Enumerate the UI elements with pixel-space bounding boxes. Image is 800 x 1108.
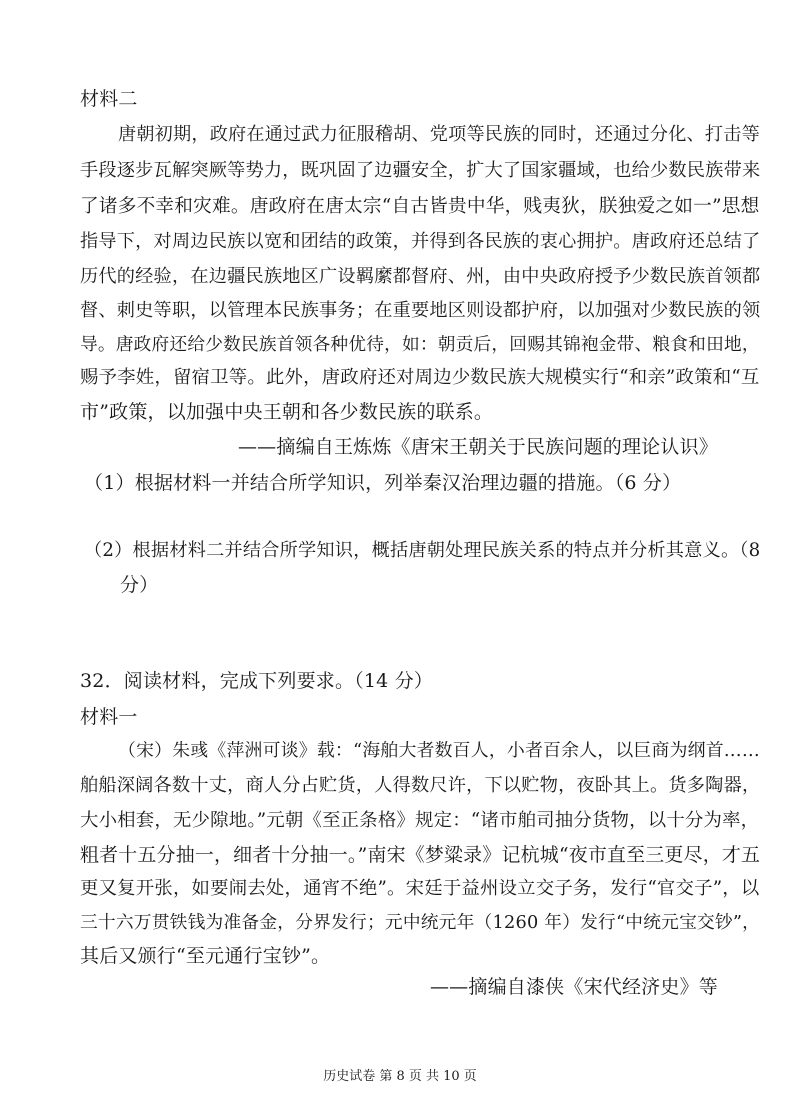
material-2-heading: 材料二 <box>80 88 138 110</box>
question-2: （2）根据材料二并结合所学知识，概括唐朝处理民族关系的特点并分析其意义。（8 <box>84 540 761 561</box>
material-1-line: 大小相套，无少隙地。”元朝《至正条格》规定：“诸市舶司抽分货物，以十分为率， <box>80 810 760 831</box>
material-2-source: ——摘编自王炼炼《唐宋王朝关于民族问题的理论认识》 <box>237 436 718 458</box>
material-1-line: 粗者十五分抽一，细者十分抽一。”南宋《梦粱录》记杭城“夜市直至三更尽，才五 <box>80 844 761 866</box>
material-1-line: 其后又颁行“至元通行宝钞”。 <box>80 945 331 967</box>
material-2-line: 了诸多不幸和灾难。唐政府在唐太宗“自古皆贵中华，贱夷狄，朕独爱之如一”思想 <box>80 196 760 217</box>
question-1: （1）根据材料一并结合所学知识，列举秦汉治理边疆的措施。（6 分） <box>84 472 682 494</box>
material-1-source: ——摘编自漆侠《宋代经济史》等 <box>429 976 718 998</box>
material-2-line: 督、刺史等职，以管理本民族事务；在重要地区则设都护府，以加强对少数民族的领 <box>80 300 761 321</box>
material-2-line: 赐予李姓，留宿卫等。此外，唐政府还对周边少数民族大规模实行“和亲”政策和“互 <box>80 367 760 388</box>
material-1-line: （宋）朱彧《萍洲可谈》载：“海舶大者数百人，小者百余人，以巨商为纲首…… <box>118 740 760 761</box>
material-2-line: 历代的经验，在边疆民族地区广设羁縻都督府、州，由中央政府授予少数民族首领都 <box>80 266 761 287</box>
material-2-line: 市”政策，以加强中央王朝和各少数民族的联系。 <box>80 401 494 423</box>
material-2-line: 指导下，对周边民族以宽和团结的政策，并得到各民族的衷心拥护。唐政府还总结了 <box>80 231 761 252</box>
material-2-line: 导。唐政府还给少数民族首领各种优待，如：朝贡后，回赐其锦袍金带、粮食和田地， <box>80 335 760 355</box>
question-32-title: 32．阅读材料，完成下列要求。（14 分） <box>80 670 434 692</box>
material-2-line: 唐朝初期，政府在通过武力征服稽胡、党项等民族的同时，还通过分化、打击等 <box>118 124 760 145</box>
material-2-line: 手段逐步瓦解突厥等势力，既巩固了边疆安全，扩大了国家疆域，也给少数民族带来 <box>80 160 761 181</box>
material-1-line: 舶船深阔各数十丈，商人分占贮货，人得数尺许，下以贮物，夜卧其上。货多陶器， <box>80 775 761 796</box>
material-1-line: 更又复开张，如要闹去处，通宵不绝”。宋廷于益州设立交子务，发行“官交子”，以 <box>80 878 760 899</box>
page-footer: 历史试卷 第 8 页 共 10 页 <box>323 1069 477 1084</box>
material-1-line: 三十六万贯铁钱为准备金，分界发行；元中统元年（1260 年）发行“中统元宝交钞”， <box>80 913 761 933</box>
material-1-heading: 材料一 <box>80 706 138 728</box>
question-2-continued: 分） <box>120 574 159 596</box>
